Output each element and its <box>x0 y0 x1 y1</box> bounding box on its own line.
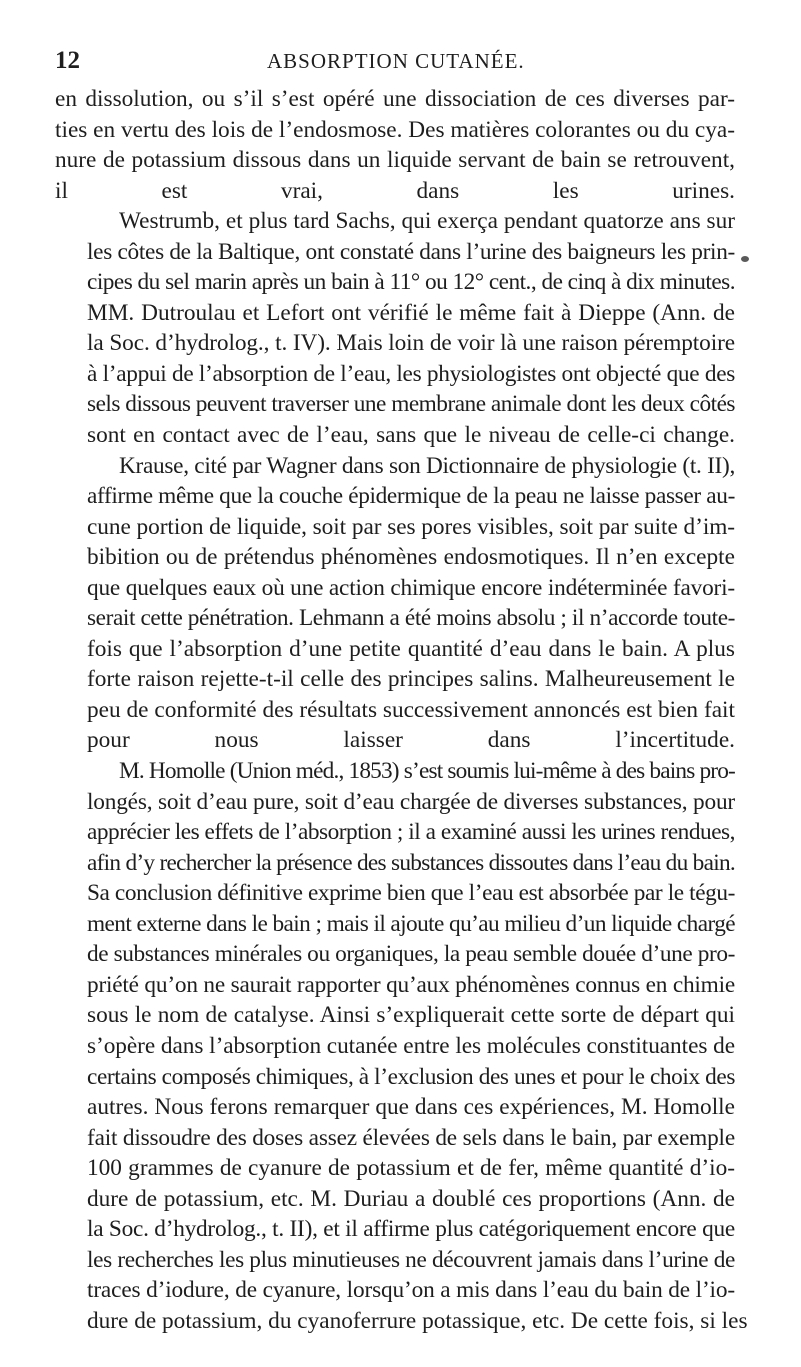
text-line: nure de potassium dissous dans un liquide servant de bain se retrouvent, <box>55 147 735 174</box>
text-line: sous le nom de catalyse. Ainsi s’expliquerait cette sorte de départ qui <box>87 1002 735 1029</box>
text-line: fois que l’absorption d’une petite quantité d’eau dans le bain. A plus <box>87 635 735 662</box>
paragraph <box>55 451 735 756</box>
text-line: MM. Dutroulau et Lefort ont vérifié le même fait à Dieppe (Ann. de <box>87 299 735 326</box>
text-line: afin d’y rechercher la présence des substances dissoutes dans l’eau du bain. <box>87 849 735 876</box>
paragraph <box>55 84 735 206</box>
text-line: cipes du sel marin après un bain à 11° ou 12° cent., de cinq à dix minutes. <box>87 269 735 296</box>
ink-speck <box>741 256 749 262</box>
text-line: ment externe dans le bain ; mais il ajoute qu’au milieu d’un liquide chargé <box>87 910 735 937</box>
text-line: affirme même que la couche épidermique de la peau ne laisse passer au- <box>87 483 735 510</box>
text-line: les recherches les plus minutieuses ne découvrent jamais dans l’urine de <box>87 1246 735 1273</box>
text-line: Sa conclusion définitive exprime bien que l’eau est absorbée par le tégu- <box>87 880 735 907</box>
running-title: ABSORPTION CUTANÉE. <box>267 49 525 73</box>
text-line: dure de potassium, etc. M. Duriau a doublé ces proportions (Ann. de <box>87 1185 735 1212</box>
text-line: dure de potassium, du cyanoferrure potassique, etc. De cette fois, si les <box>87 1307 748 1334</box>
text-line: la Soc. d’hydrolog., t. IV). Mais loin de voir là une raison péremptoire <box>87 330 735 357</box>
text-line: ties en vertu des lois de l’endosmose. Des matières colorantes ou du cya- <box>55 116 735 143</box>
text-line: forte raison rejette-t-il celle des principes salins. Malheureusement le <box>87 666 735 693</box>
text-line: fait dissoudre des doses assez élevées de sels dans le bain, par exemple <box>87 1124 735 1151</box>
text-line: Westrumb, et plus tard Sachs, qui exerça pendant quatorze ans sur <box>119 208 735 235</box>
text-line: serait cette pénétration. Lehmann a été moins absolu ; il n’accorde toute- <box>87 605 735 632</box>
text-line: que quelques eaux où une action chimique encore indéterminée favori- <box>87 574 735 601</box>
text-line: apprécier les effets de l’absorption ; il a examiné aussi les urines rendues, <box>87 819 735 846</box>
text-line: à l’appui de l’absorption de l’eau, les physiologistes ont objecté que des <box>87 360 735 387</box>
body-text <box>55 84 748 1336</box>
text-line: sels dissous peuvent traverser une membrane animale dont les deux côtés <box>87 391 735 418</box>
paragraph <box>55 206 735 450</box>
text-line: bibition ou de prétendus phénomènes endosmotiques. Il n’en excepte <box>87 544 735 571</box>
text-line: autres. Nous ferons remarquer que dans ces expériences, M. Homolle <box>87 1094 735 1121</box>
text-line: Krause, cité par Wagner dans son Dictionnaire de physiologie (t. II), <box>119 452 735 479</box>
page-number: 12 <box>55 47 80 74</box>
text-line: la Soc. d’hydrolog., t. II), et il affirme plus catégoriquement encore que <box>87 1216 735 1243</box>
text-line: pour nous laisser dans l’incertitude. <box>87 727 735 754</box>
text-line: il est vrai, dans les urines. <box>55 177 735 204</box>
page-header <box>55 46 735 76</box>
text-line: traces d’iodure, de cyanure, lorsqu’on a mis dans l’eau du bain de l’io- <box>87 1277 735 1304</box>
text-line: cune portion de liquide, soit par ses pores visibles, soit par suite d’im- <box>87 513 735 540</box>
text-line: 100 grammes de cyanure de potassium et de fer, même quantité d’io- <box>87 1155 735 1182</box>
text-line: priété qu’on ne saurait rapporter qu’aux phénomènes connus en chimie <box>87 971 735 998</box>
text-line: peu de conformité des résultats successivement annoncés est bien fait <box>87 696 735 723</box>
paragraph <box>55 756 748 1336</box>
text-line: en dissolution, ou s’il s’est opéré une dissociation de ces diverses par- <box>55 86 735 112</box>
text-line: M. Homolle (Union méd., 1853) s’est soumis lui-même à des bains pro- <box>119 758 735 785</box>
text-line: sont en contact avec de l’eau, sans que le niveau de celle-ci change. <box>87 422 735 449</box>
text-line: s’opère dans l’absorption cutanée entre les molécules constituantes de <box>87 1032 735 1059</box>
text-line: certains composés chimiques, à l’exclusion des unes et pour le choix des <box>87 1063 735 1090</box>
text-line: les côtes de la Baltique, ont constaté dans l’urine des baigneurs les prin- <box>87 238 735 265</box>
text-line: de substances minérales ou organiques, la peau semble douée d’une pro- <box>87 941 735 968</box>
text-line: longés, soit d’eau pure, soit d’eau chargée de diverses substances, pour <box>87 788 736 815</box>
